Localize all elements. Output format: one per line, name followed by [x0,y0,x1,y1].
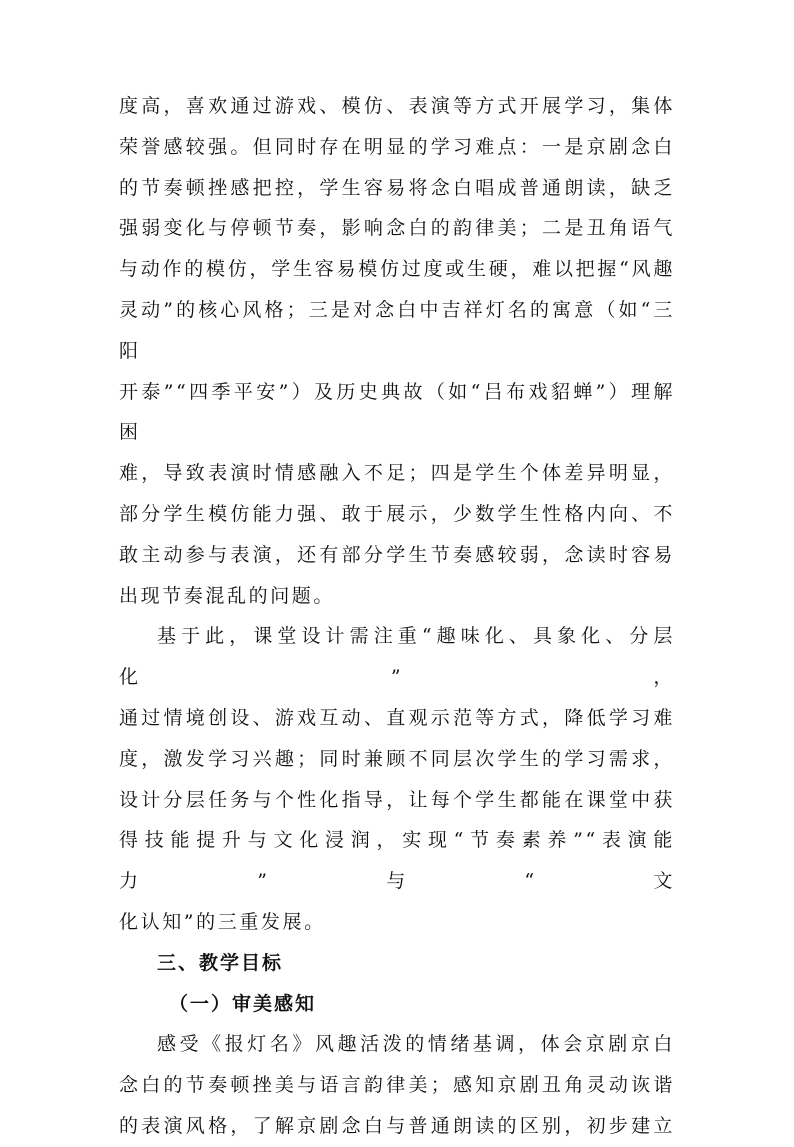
paragraph-line: 与动作的模仿，学生容易模仿过度或生硬，难以把握“风趣 [119,258,675,281]
paragraph-line: 设计分层任务与个性化指导，让每个学生都能在课堂中获 [119,788,675,811]
paragraph-line: 的表演风格，了解京剧念白与普通朗读的区别，初步建立 [119,1114,675,1137]
section-heading: 三、教学目标 [157,951,284,974]
paragraph-line: 化认知”的三重发展。 [119,910,326,933]
paragraph-line: 荣誉感较强。但同时存在明显的学习难点：一是京剧念白 [119,135,675,158]
document-page [119,86,675,1147]
paragraph-line: 念白的节奏顿挫美与语言韵律美；感知京剧丑角灵动诙谐 [119,1074,675,1097]
paragraph-line: 部分学生模仿能力强、敢于展示，少数学生性格内向、不 [119,502,675,525]
paragraph-line: 难，导致表演时情感融入不足；四是学生个体差异明显， [119,462,675,485]
paragraph-line: 感受《报灯名》风趣活泼的情绪基调，体会京剧京白 [157,1033,675,1056]
paragraph-line: 度高，喜欢通过游戏、模仿、表演等方式开展学习，集体 [119,95,675,117]
paragraph-line: 得技能提升与文化浸润，实现“节奏素养”“表演能力”与“文 [119,829,675,893]
paragraph-line: 基于此，课堂设计需注重“趣味化、具象化、分层化”， [119,625,675,689]
paragraph-line: 强弱变化与停顿节奏，影响念白的韵律美；二是丑角语气 [119,217,675,240]
paragraph-line: 度，激发学习兴趣；同时兼顾不同层次学生的学习需求， [119,747,675,770]
paragraph-line: 灵动”的核心风格；三是对念白中吉祥灯名的寓意（如“三阳 [119,298,675,362]
paragraph-line: 开泰”“四季平安”）及历史典故（如“吕布戏貂蝉”）理解困 [119,380,675,444]
paragraph-line: 出现节奏混乱的问题。 [119,584,336,607]
subsection-heading: （一）审美感知 [169,992,317,1015]
paragraph-line: 的节奏顿挫感把控，学生容易将念白唱成普通朗读，缺乏 [119,176,675,199]
paragraph-line: 通过情境创设、游戏互动、直观示范等方式，降低学习难 [119,706,675,729]
paragraph-line: 敢主动参与表演，还有部分学生节奏感较弱，念读时容易 [119,543,675,566]
